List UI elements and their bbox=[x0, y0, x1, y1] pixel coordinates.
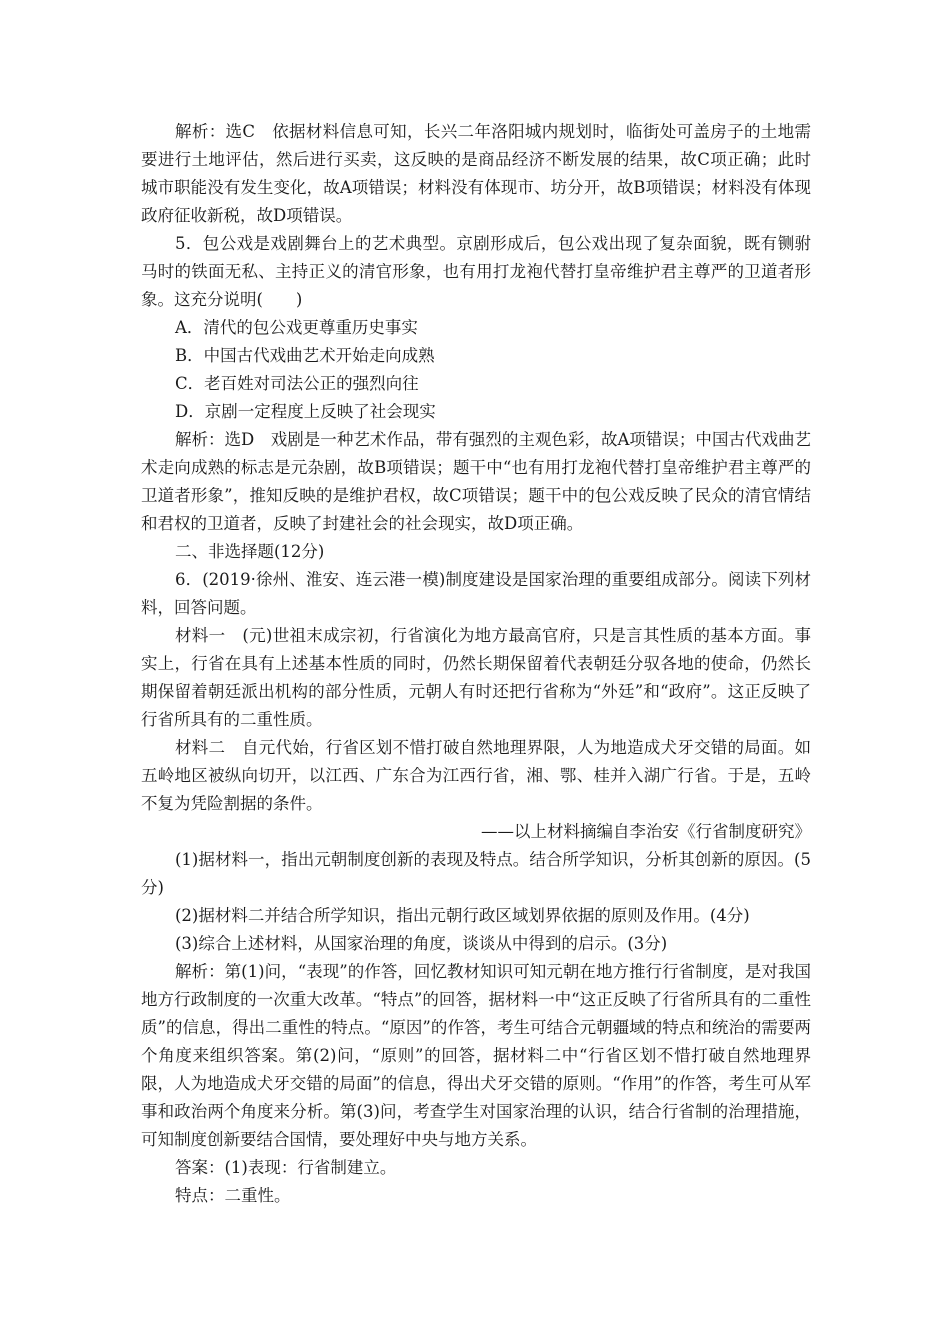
analysis-q6: 解析：第(1)问，“表现”的作答，回忆教材知识可知元朝在地方推行行省制度，是对我国地方行政制度的一次重大改革。“特点”的回答，据材料一中“这正反映了行省所具有的二重性质”的信息，得出二重性的特点。“原因”的作答，考生可结合元朝疆域的特点和统治的需要两个角度来组织答案。第(2)问，“原则”的回答，据材料二中“行省区划不惜打破自然地理界限，人为地造成犬牙交错的局面”的信息，得出犬牙交错的原则。“作用”的作答，考生可从军事和政治两个角度来分析。第(3)问，考查学生对国家治理的认识，结合行省制的治理措施，可知制度创新要结合国情，要处理好中央与地方关系。 bbox=[141, 962, 811, 1149]
material-source: ——以上材料摘编自李治安《行省制度研究》 bbox=[481, 822, 811, 841]
question-5-stem: 5．包公戏是戏剧舞台上的艺术典型。京剧形成后，包公戏出现了复杂面貌，既有铡驸马时的铁面无私、主持正义的清官形象，也有用打龙袍代替打皇帝维护君主尊严的卫道者形象。这充分说明( ) bbox=[141, 234, 811, 309]
sub-question-3: (3)综合上述材料，从国家治理的角度，谈谈从中得到的启示。(3分) bbox=[175, 934, 668, 953]
answer-line-1: 答案：(1)表现：行省制建立。 bbox=[175, 1158, 397, 1177]
question-5-option-a: A．清代的包公戏更尊重历史事实 bbox=[175, 318, 418, 337]
question-5-option-b: B．中国古代戏曲艺术开始走向成熟 bbox=[175, 346, 435, 365]
question-6-stem: 6．(2019·徐州、淮安、连云港一模)制度建设是国家治理的重要组成部分。阅读下列材料，回答问题。 bbox=[141, 570, 811, 617]
question-5-option-d: D．京剧一定程度上反映了社会现实 bbox=[175, 402, 436, 421]
analysis-q4: 解析：选C 依据材料信息可知，长兴二年洛阳城内规划时，临街处可盖房子的土地需要进行土地评估，然后进行买卖，这反映的是商品经济不断发展的结果，故C项正确；此时城市职能没有发生变化，故A项错误；材料没有体现市、坊分开，故B项错误；材料没有体现政府征收新税，故D项错误。 bbox=[141, 122, 811, 225]
section-heading: 二、非选择题(12分) bbox=[175, 542, 325, 561]
material-two: 材料二 自元代始，行省区划不惜打破自然地理界限，人为地造成犬牙交错的局面。如五岭地区被纵向切开，以江西、广东合为江西行省，湘、鄂、桂并入湖广行省。于是，五岭不复为凭险割据的条件。 bbox=[141, 738, 811, 813]
sub-question-1: (1)据材料一，指出元朝制度创新的表现及特点。结合所学知识，分析其创新的原因。(5分) bbox=[141, 850, 811, 897]
analysis-q5: 解析：选D 戏剧是一种艺术作品，带有强烈的主观色彩，故A项错误；中国古代戏曲艺术走向成熟的标志是元杂剧，故B项错误；题干中“也有用打龙袍代替打皇帝维护君主尊严的卫道者形象”，推知反映的是维护君权，故C项错误；题干中的包公戏反映了民众的清官情结和君权的卫道者，反映了封建社会的社会现实，故D项正确。 bbox=[141, 430, 811, 533]
material-one: 材料一 (元)世祖末成宗初，行省演化为地方最高官府，只是言其性质的基本方面。事实上，行省在具有上述基本性质的同时，仍然长期保留着代表朝廷分驭各地的使命，仍然长期保留着朝廷派出机构的部分性质，元朝人有时还把行省称为“外廷”和“政府”。这正反映了行省所具有的二重性质。 bbox=[141, 626, 811, 729]
document-body bbox=[141, 118, 811, 1210]
question-5-option-c: C．老百姓对司法公正的强烈向往 bbox=[175, 374, 419, 393]
answer-line-2: 特点：二重性。 bbox=[175, 1186, 291, 1205]
sub-question-2: (2)据材料二并结合所学知识，指出元朝行政区域划界依据的原则及作用。(4分) bbox=[175, 906, 750, 925]
